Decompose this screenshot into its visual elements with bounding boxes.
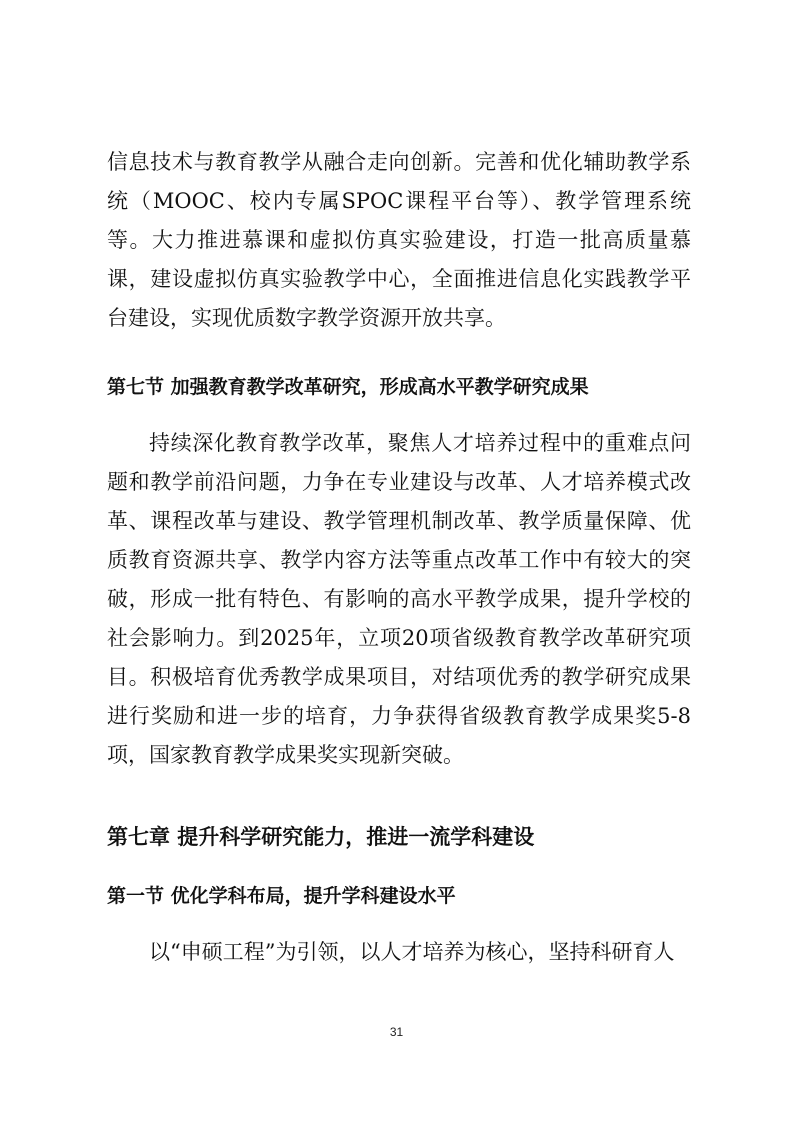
page-number: 31 bbox=[389, 1025, 404, 1039]
section-heading: 第一节 优化学科布局，提升学科建设水平 bbox=[107, 885, 456, 907]
body-paragraph: 持续深化教育教学改革，聚焦人才培养过程中的重难点问题和教学前沿问题，力争在专业建设与改革、人才培养模式改革、课程改革与建设、教学管理机制改革、教学质量保障、优质教育资源共享、教学内容方法等重点改革工作中有较大的突破，形成一批有特色、有影响的高水平教学成果，提升学校的社会影响力。到2025年，立项20项省级教育教学改革研究项目。积极培育优秀教学成果项目，对结项优秀的教学研究成果进行奖励和进一步的培育，力争获得省级教育教学成果奖5-8项，国家教育教学成果奖实现新突破。 bbox=[107, 431, 691, 767]
body-paragraph: 信息技术与教育教学从融合走向创新。完善和优化辅助教学系统（MOOC、校内专属SPOC课程平台等）、教学管理系统等。大力推进慕课和虚拟仿真实验建设，打造一批高质量慕课，建设虚拟仿真实验教学中心，全面推进信息化实践教学平台建设，实现优质数字教学资源开放共享。 bbox=[107, 150, 691, 330]
section-heading: 第七节 加强教育教学改革研究，形成高水平教学研究成果 bbox=[107, 376, 589, 398]
body-paragraph: 以“申硕工程”为引领，以人才培养为核心，坚持科研育人 bbox=[149, 940, 675, 964]
chapter-heading: 第七章 提升科学研究能力，推进一流学科建设 bbox=[107, 825, 535, 849]
